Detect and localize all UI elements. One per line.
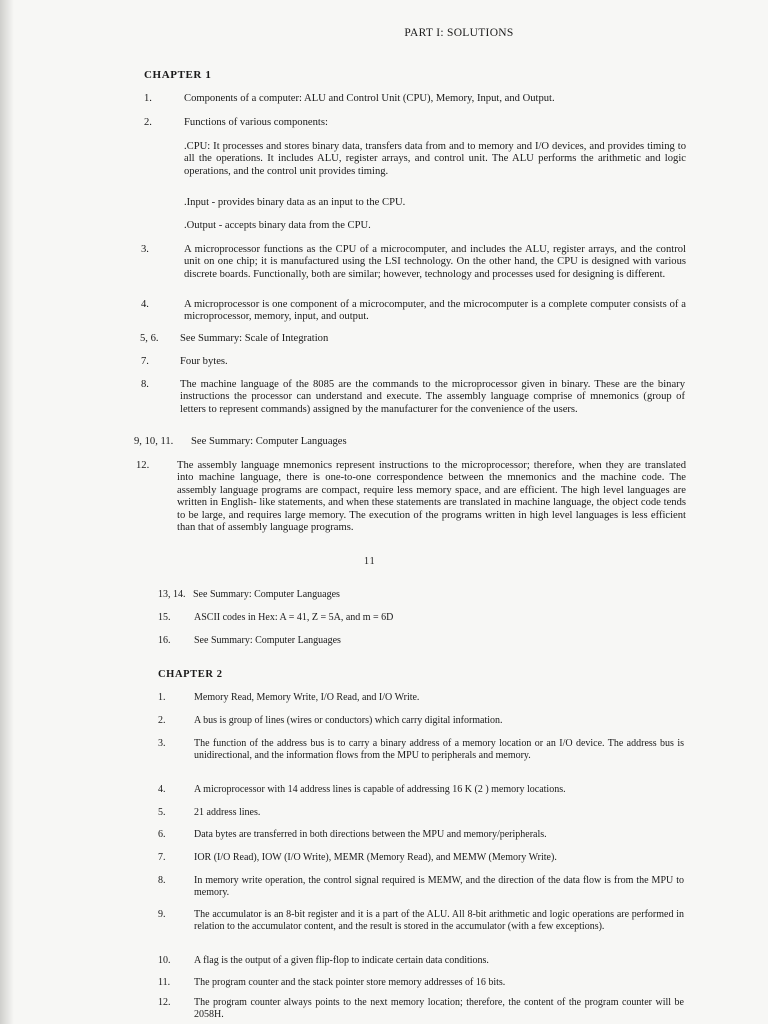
- item-text: See Summary: Computer Languages: [191, 436, 347, 447]
- item-text: Functions of various components:: [184, 117, 328, 128]
- item-text: Data bytes are transferred in both directions between the MPU and memory/peripherals.: [194, 829, 547, 840]
- item-number: 15.: [158, 612, 171, 623]
- ch1-input-function: .Input - provides binary data as an input to the CPU.: [184, 197, 406, 208]
- ch1-cpu-function: .CPU: It processes and stores binary data, transfers data from and to memory and I/O devices, and provides timing to all the operations. It includes ALU, register arrays, and control unit. The ALU performs the arithmetic and logic operations, and the control unit provides timing.: [184, 141, 686, 177]
- item-text: A microprocessor functions as the CPU of a microcomputer, and includes the ALU, register arrays, and the control unit on one chip; it is manufactured using the LSI technology. On the other hand, the CPU is designed with various discrete boards. Functionally, both are similar; however, technology and processes used for designing is different.: [184, 244, 686, 280]
- item-text: Memory Read, Memory Write, I/O Read, and I/O Write.: [194, 692, 420, 703]
- item-text: The function of the address bus is to carry a binary address of a memory location or an I/O device. The address bus is unidirectional, and the information flows from the MPU to peripherals and memory.: [194, 738, 684, 761]
- item-text: The machine language of the 8085 are the commands to the microprocessor given in binary. These are the binary instructions the processor can understand and execute. The assembly language comprise of mnemonics (group of letters to represent commands) assigned by the manufacturer for the convenience of the users.: [180, 379, 685, 415]
- item-text: 21 address lines.: [194, 807, 261, 818]
- item-number: 16.: [158, 635, 171, 646]
- chapter-2-title: CHAPTER 2: [158, 669, 223, 680]
- item-number: 12.: [158, 997, 171, 1008]
- item-number: 6.: [158, 829, 166, 840]
- item-text: A bus is group of lines (wires or conductors) which carry digital information.: [194, 715, 503, 726]
- item-number: 4.: [158, 784, 166, 795]
- item-number: 1.: [158, 692, 166, 703]
- item-number: 3.: [141, 244, 149, 255]
- item-text: The program counter always points to the next memory location; therefore, the content of the program counter will be 2058H.: [194, 997, 684, 1020]
- item-text: The accumulator is an 8-bit register and it is a part of the ALU. All 8-bit arithmetic and logic operations are performed in relation to the accumulator content, and the result is stored in the accumulator (with a few exceptions).: [194, 909, 684, 932]
- item-text: IOR (I/O Read), IOW (I/O Write), MEMR (Memory Read), and MEMW (Memory Write).: [194, 852, 557, 863]
- page-number: 11: [364, 556, 376, 567]
- item-text: A microprocessor with 14 address lines is capable of addressing 16 K (2 ) memory locations.: [194, 784, 566, 795]
- item-text: ASCII codes in Hex: A = 41, Z = 5A, and m = 6D: [194, 612, 394, 623]
- item-text: Four bytes.: [180, 356, 228, 367]
- item-number: 13, 14.: [158, 589, 186, 600]
- page-edge-shadow: [0, 0, 14, 1024]
- item-text: In memory write operation, the control signal required is MEMW, and the direction of the data flow is from the MPU to memory.: [194, 875, 684, 898]
- item-number: 8.: [141, 379, 149, 390]
- item-text: The program counter and the stack pointer store memory addresses of 16 bits.: [194, 977, 506, 988]
- item-number: 11.: [158, 977, 171, 988]
- item-text: A flag is the output of a given flip-flop to indicate certain data conditions.: [194, 955, 489, 966]
- item-text: See Summary: Scale of Integration: [180, 333, 329, 344]
- chapter-1-title: CHAPTER 1: [144, 69, 212, 81]
- item-text: The assembly language mnemonics represent instructions to the microprocessor; therefore, when they are translated into machine language, there is one-to-one correspondence between the mnemonics and the machine code. The assembly language programs are compact, require less memory space, and are efficient. The high level languages are written in English- like statements, and when these statements are translated in machine language, the object code tends to be large, and requires large memory. The execution of the programs written in high level languages is less efficient than that of assembly language programs.: [177, 460, 686, 534]
- item-number: 1.: [144, 93, 152, 104]
- item-text: See Summary: Computer Languages: [193, 589, 340, 600]
- item-number: 2.: [144, 117, 152, 128]
- item-number: 8.: [158, 875, 166, 886]
- item-number: 9.: [158, 909, 166, 920]
- page-header: PART I: SOLUTIONS: [404, 27, 514, 39]
- item-number: 3.: [158, 738, 166, 749]
- item-text: A microprocessor is one component of a microcomputer, and the microcomputer is a complete computer consists of a microprocessor, memory, input, and output.: [184, 299, 686, 323]
- item-number: 12.: [136, 460, 150, 471]
- item-number: 5.: [158, 807, 166, 818]
- item-number: 2.: [158, 715, 166, 726]
- item-number: 4.: [141, 299, 149, 310]
- ch1-output-function: .Output - accepts binary data from the CPU.: [184, 220, 371, 231]
- item-number: 5, 6.: [140, 333, 159, 344]
- item-number: 7.: [158, 852, 166, 863]
- item-text: Components of a computer: ALU and Control Unit (CPU), Memory, Input, and Output.: [184, 93, 555, 104]
- item-number: 10.: [158, 955, 171, 966]
- item-text: See Summary: Computer Languages: [194, 635, 341, 646]
- item-number: 9, 10, 11.: [134, 436, 174, 447]
- item-number: 7.: [141, 356, 149, 367]
